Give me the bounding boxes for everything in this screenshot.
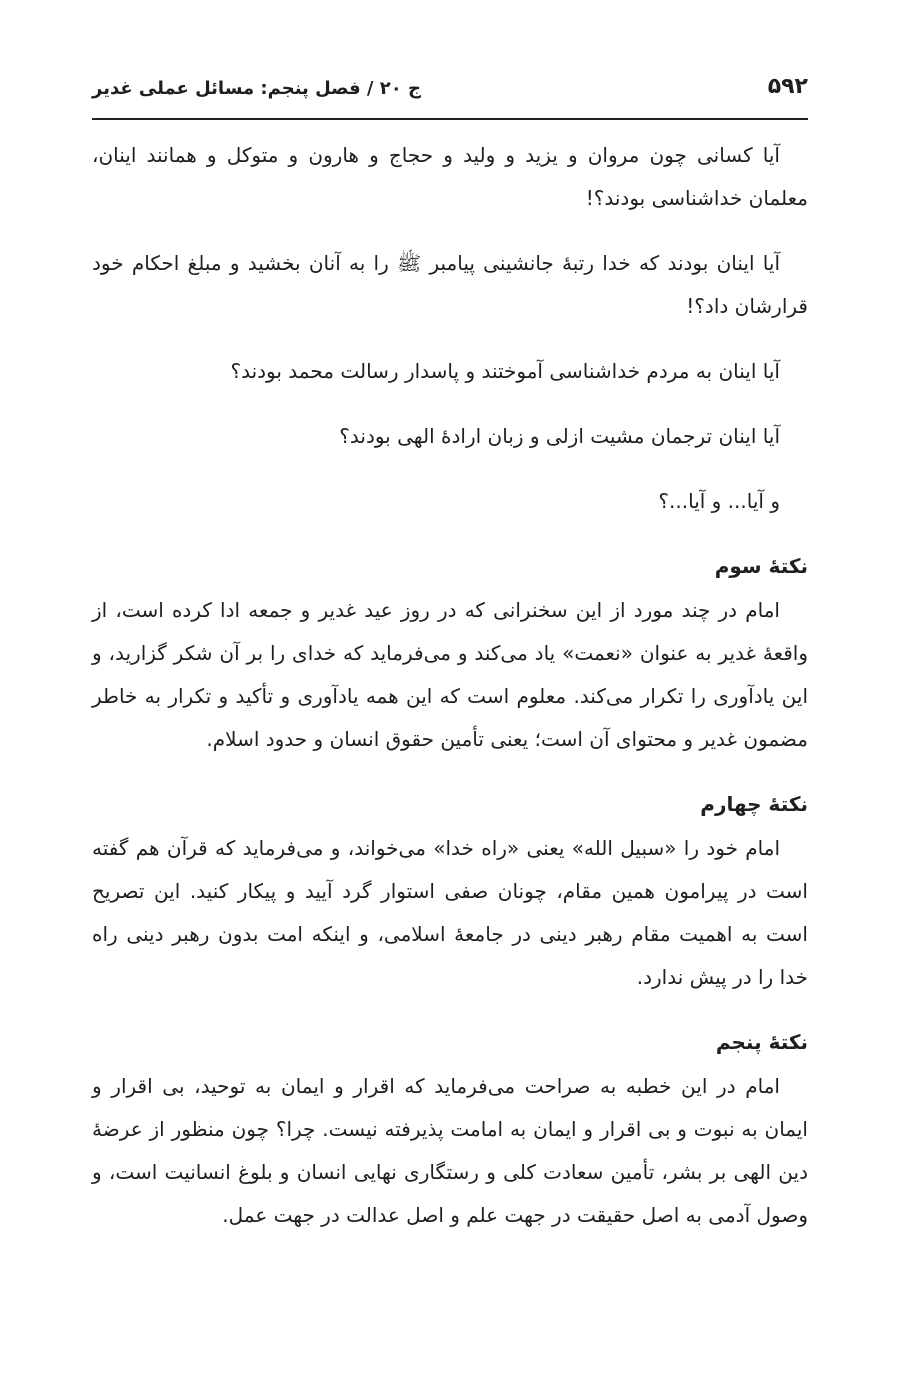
section-heading: نکتهٔ چهارم [700, 792, 808, 816]
section-paragraph: امام در این خطبه به صراحت می‌فرماید که اقرار و ایمان به توحید، بی اقرار و ایمان به نبوت و بی اقرار و ایمان به امامت پذیرفته نیست. چرا؟ چون منظور از عرضهٔ دین الهی بر بشر، تأمین سعادت کلی و رستگاری نهایی انسان و بلوغ انسانیت است، و وصول آدمی به اصل حقیقت در جهت علم و اصل عدالت در جهت عمل. [92, 1074, 808, 1227]
page-header [92, 66, 808, 120]
section-heading: نکتهٔ سوم [714, 554, 808, 578]
running-title: ج ۲۰ / فصل پنجم: مسائل عملی غدیر [92, 78, 422, 99]
intro-paragraph-2: آیا اینان بودند که خدا رتبهٔ جانشینی پیامبر ﷺ را به آنان بخشید و مبلغ احکام خود قرارشان داد؟! [92, 251, 808, 318]
section-paragraph: امام خود را «سبیل الله» یعنی «راه خدا» می‌خواند، و می‌فرماید که قرآن هم گفته است در پیرامون همین مقام، چونان صفی استوار گرد آیید و پیکار کنید. این تصریح است به اهمیت مقام رهبر دینی در جامعهٔ اسلامی، و اینکه امت بدون رهبر دینی راه خدا را در پیش ندارد. [92, 836, 808, 989]
question-item: و آیا... و آیا...؟ [658, 489, 780, 513]
page-body [92, 134, 808, 1237]
question-item: آیا اینان ترجمان مشیت ازلی و زبان ارادهٔ الهی بودند؟ [339, 424, 780, 448]
page-number: ۵۹۲ [767, 74, 808, 99]
section-paragraph: امام در چند مورد از این سخنرانی که در روز عید غدیر و جمعه ادا کرده است، از واقعهٔ غدیر به عنوان «نعمت» یاد می‌کند و می‌فرماید که خدای را بر آن شکر گزارید، و این یادآوری را تکرار می‌کند. معلوم است که این همه یادآوری و تأکید و تکرار به خاطر مضمون غدیر و محتوای آن است؛ یعنی تأمین حقوق انسان و حدود اسلام. [92, 598, 808, 751]
question-list [92, 350, 808, 523]
section-heading: نکتهٔ پنجم [715, 1030, 808, 1054]
question-item: آیا اینان به مردم خداشناسی آموختند و پاسدار رسالت محمد بودند؟ [230, 359, 780, 383]
intro-paragraph-1: آیا کسانی چون مروان و یزید و ولید و حجاج و هارون و متوکل و همانند اینان، معلمان خداشناسی بودند؟! [92, 143, 808, 210]
